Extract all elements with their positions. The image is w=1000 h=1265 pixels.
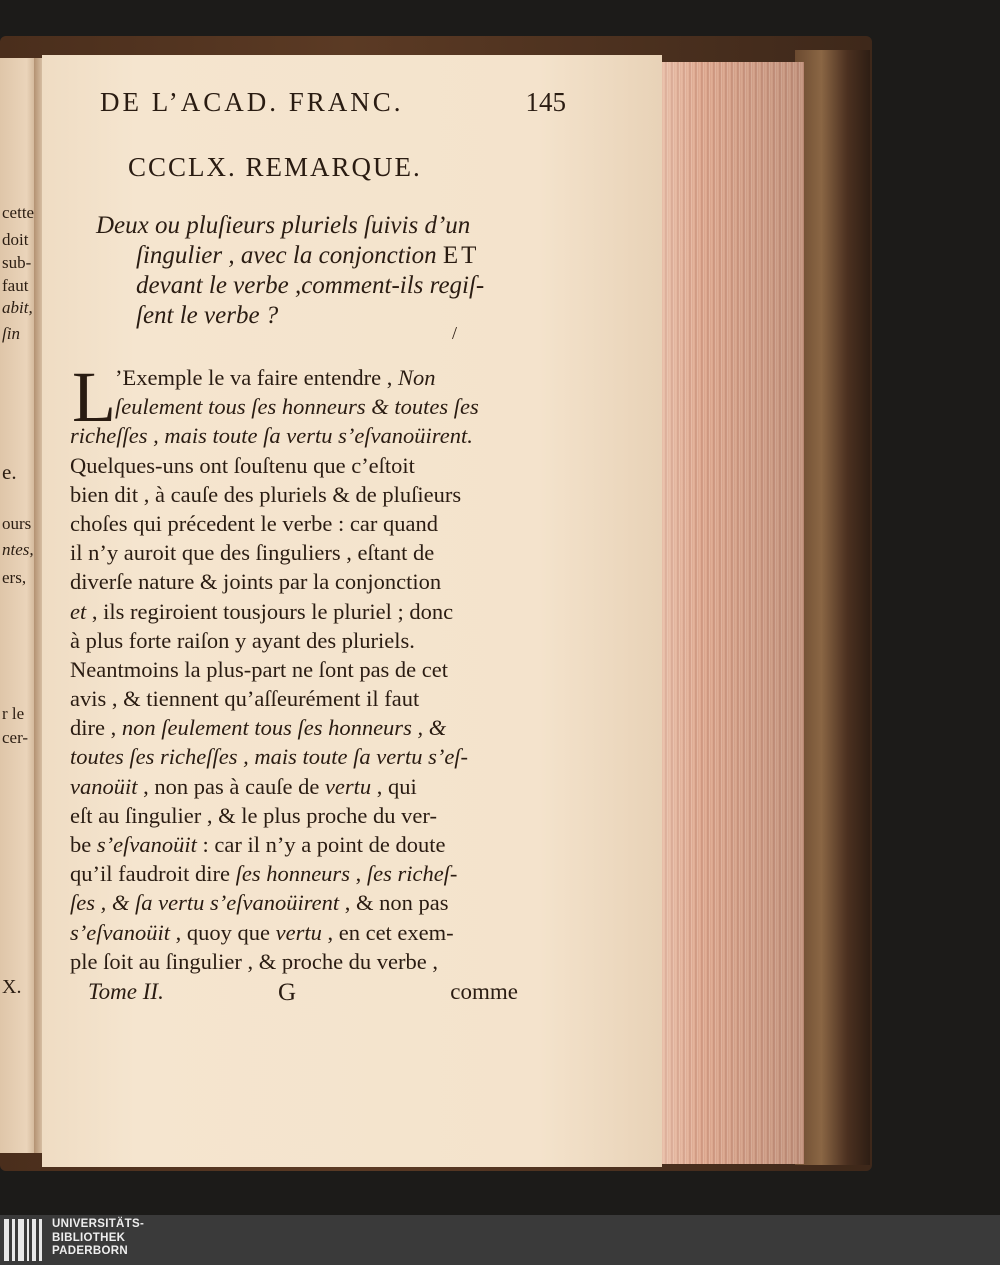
left-fragment: ours — [2, 514, 32, 533]
text-line: ſeulement tous ſes honneurs & toutes ſes — [115, 394, 479, 420]
text-line: diverſe nature & joints par la conjonction — [70, 569, 442, 595]
left-fragment: cer- — [2, 728, 29, 747]
text-line: et , ils regiroient tousjours le pluriel ; donc — [70, 598, 454, 624]
text-line: avis , & tiennent qu’aſſeurément il faut — [70, 686, 420, 712]
text-line: dire , non ſeulement tous ſes honneurs , & — [70, 715, 447, 741]
text-line: Neantmoins la plus-part ne ſont pas de cet — [70, 656, 449, 682]
left-fragment: cette — [2, 203, 35, 222]
headline-line: Deux ou pluſieurs pluriels ſuivis d’un — [96, 212, 471, 239]
text-line: choſes qui précedent le verbe : car quand — [70, 510, 438, 536]
left-fragment: ers, — [2, 568, 27, 587]
text-line: bien dit , à cauſe des pluriels & de pluſieurs — [70, 481, 462, 507]
headline-caps: ET — [442, 242, 480, 269]
left-page-edge — [0, 58, 38, 1153]
library-name — [52, 1218, 144, 1259]
text-line: be s’eſvanoüit : car il n’y a point de doute — [70, 832, 446, 857]
text-line: ple ſoit au ſingulier , & proche du verbe , — [70, 948, 439, 974]
text-line: ſes , & ſa vertu s’eſvanoüirent , & non pas — [70, 890, 449, 916]
page-block-shade — [656, 62, 804, 1164]
library-banner — [0, 1215, 1000, 1265]
body-text — [70, 357, 525, 976]
right-page — [42, 55, 662, 1167]
text-line: Quelques-uns ont ſouſtenu que c’eſtoit — [70, 452, 415, 478]
headline-text: ſingulier , avec la conjonction — [136, 242, 443, 269]
book-spine — [795, 50, 870, 1165]
left-fragment: X. — [2, 976, 22, 998]
ink-mark: / — [452, 323, 458, 343]
headline-line — [96, 241, 536, 271]
headline-line: ſent le verbe ? — [136, 302, 279, 329]
text-line: à plus forte raiſon y ayant des pluriels. — [70, 627, 415, 653]
library-logo-icon — [4, 1219, 46, 1261]
left-fragment: doit — [2, 230, 29, 249]
drop-cap: L — [72, 357, 116, 437]
text-line: il n’y auroit que des ſinguliers , eſtant de — [70, 540, 435, 566]
page-number: 145 — [525, 87, 566, 117]
library-name-line: PADERBORN — [52, 1245, 128, 1257]
remark-headline — [96, 211, 536, 331]
left-fragment: r le — [2, 704, 25, 723]
library-name-line: BIBLIOTHEK — [52, 1231, 126, 1244]
text-line: toutes ſes richeſſes , mais toute ſa vertu s’eſ- — [70, 744, 469, 770]
left-fragment: ntes, — [2, 540, 34, 559]
volume-label: Tome II. — [88, 979, 164, 1004]
catchword: comme — [450, 979, 518, 1004]
headline-line: devant le verbe ,comment-ils regiſ- — [136, 272, 485, 299]
text-line: qu’il faudroit dire ſes honneurs , ſes richeſ- — [70, 861, 458, 887]
text-line: s’eſvanoüit , quoy que vertu , en cet exem- — [70, 919, 454, 945]
left-fragment: abit, — [2, 298, 33, 317]
text-line: richeſſes , mais toute ſa vertu s’eſvanoüirent. — [70, 423, 473, 449]
signature-mark: G — [278, 979, 297, 1006]
text-line: vanoüit , non pas à cauſe de vertu , qui — [70, 773, 417, 799]
library-name-line: UNIVERSITÄTS- — [52, 1218, 145, 1230]
left-fragment: sub- — [2, 253, 32, 272]
left-fragment: e. — [2, 460, 17, 484]
left-fragment: ſin — [2, 324, 20, 343]
running-head-text: DE L’ACAD. FRANC. — [100, 87, 404, 117]
remark-title: CCCLX. REMARQUE. — [128, 152, 422, 182]
text-line: ’Exemple le va faire entendre , Non — [115, 365, 436, 390]
left-fragment: faut — [2, 276, 29, 295]
running-head — [100, 87, 566, 118]
text-line: eſt au ſingulier , & le plus proche du ver- — [70, 802, 437, 828]
